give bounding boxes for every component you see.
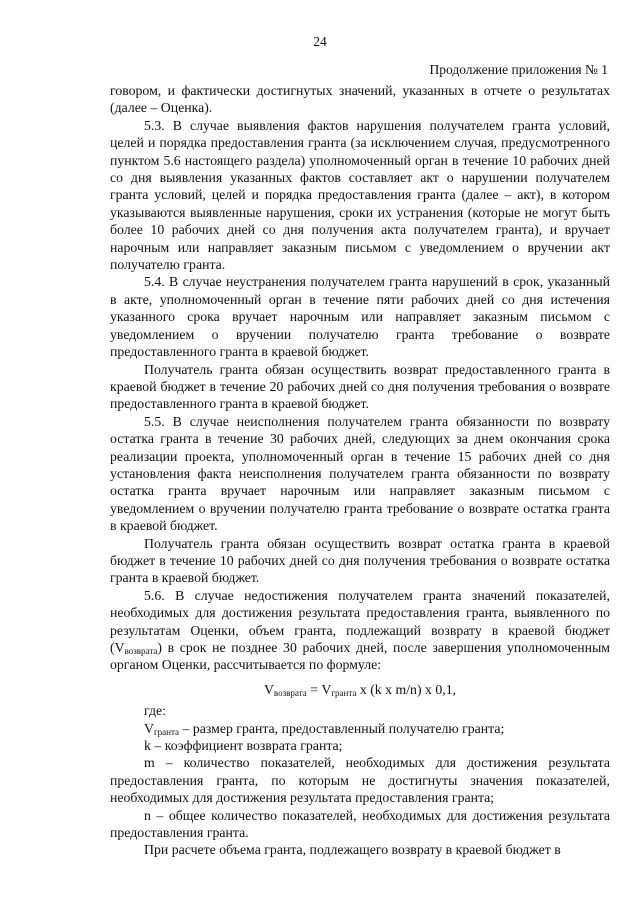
paragraph-continuation: говором, и фактически достигнутых значений, указанных в отчете о результатах (далее – Оценка). bbox=[110, 83, 610, 116]
definition-v-symbol: V bbox=[144, 720, 154, 736]
subscript-vozvrata: возврата bbox=[124, 646, 158, 656]
paragraph-5-4: 5.4. В случае неустранения получателем гранта нарушений в срок, указанный в акте, уполномоченный орган в течение пяти рабочих дней со дня истечения указанного срока вручает нарочным или направляет заказным письмом с уведомлением о вручении получателю гранта требование о возврате предоставленного гранта в краевой бюджет. bbox=[110, 274, 610, 360]
document-body bbox=[110, 82, 610, 859]
formula-equals: = V bbox=[306, 681, 332, 697]
definition-m: m – количество показателей, необходимых для достижения результата предоставления гранта, по которым не достигнуты значения показателей, необходимых для достижения результата предоставления гранта; bbox=[110, 755, 610, 806]
paragraph-5-5: 5.5. В случае неисполнения получателем гранта обязанности по возврату остатка гранта в течение 30 рабочих дней, следующих за днем окончания срока реализации проекта, уполномоченный орган в течение 15 рабочих дней со дня установления факта неисполнения получателем гранта обязанности по возврату остатка гранта вручает нарочным или направляет заказным письмом с уведомлением о вручении получателю гранта требование о возврате остатка гранта в краевой бюджет. bbox=[110, 413, 610, 534]
formula-v: V bbox=[263, 681, 274, 697]
definition-n: n – общее количество показателей, необходимых для достижения результата предоставления гранта. bbox=[110, 807, 610, 841]
paragraph-last: При расчете объема гранта, подлежащего возврату в краевой бюджет в bbox=[144, 842, 561, 858]
formula bbox=[110, 681, 610, 698]
page-number: 24 bbox=[313, 34, 327, 49]
definition-v bbox=[110, 720, 610, 737]
paragraph-5-6 bbox=[110, 587, 610, 674]
paragraph-5-3: 5.3. В случае выявления фактов нарушения получателем гранта условий, целей и порядка предоставления гранта (за исключением случая, предусмотренного пунктом 5.6 настоящего раздела) уполномоченный орган в течение 10 рабочих дней со дня выявления указанных фактов составляет акт о нарушении получателем гранта условий, целей и порядка предоставления гранта (далее – акт), в котором указываются выявленные нарушения, сроки их устранения (которые не могут быть более 10 рабочих дней со дня получения акта получателем гранта), и вручает нарочным или направляет заказным письмом с уведомлением о вручении акт получателю гранта. bbox=[110, 117, 610, 273]
definition-k: k – коэффициент возврата гранта; bbox=[144, 738, 343, 754]
formula-rest: x (k x m/n) x 0,1, bbox=[356, 681, 457, 697]
formula-sub-granta: гранта bbox=[331, 687, 357, 698]
where-label: где: bbox=[144, 703, 166, 719]
paragraph-5-6-part-a: 5.6. В случае недостижения получателем гранта значений показателей, необходимых для достижения результата предоставления гранта, выявленного по результатам Оценки, объем гранта, подлежащий возврату в краевой бюджет (V bbox=[110, 587, 610, 655]
paragraph-5-5-return: Получатель гранта обязан осуществить возврат остатка гранта в краевой бюджет в течение 10 рабочих дней со дня получения требования о возврате остатка гранта в краевой бюджет. bbox=[110, 535, 610, 586]
definition-v-subscript: гранта bbox=[153, 726, 180, 737]
formula-sub-vozvrata: возврата bbox=[273, 687, 307, 698]
paragraph-5-6-part-b: ) в срок не позднее 30 рабочих дней, после завершения уполномоченным органом Оценки, рассчитывается по формуле: bbox=[110, 640, 610, 673]
appendix-label: Продолжение приложения № 1 bbox=[429, 62, 608, 77]
paragraph-5-4-return: Получатель гранта обязан осуществить возврат предоставленного гранта в краевой бюджет в течение 20 рабочих дней со дня получения требования о возврате предоставленного гранта в краевой бюджет. bbox=[110, 361, 610, 412]
definition-v-text: – размер гранта, предоставленный получателю гранта; bbox=[179, 720, 505, 736]
